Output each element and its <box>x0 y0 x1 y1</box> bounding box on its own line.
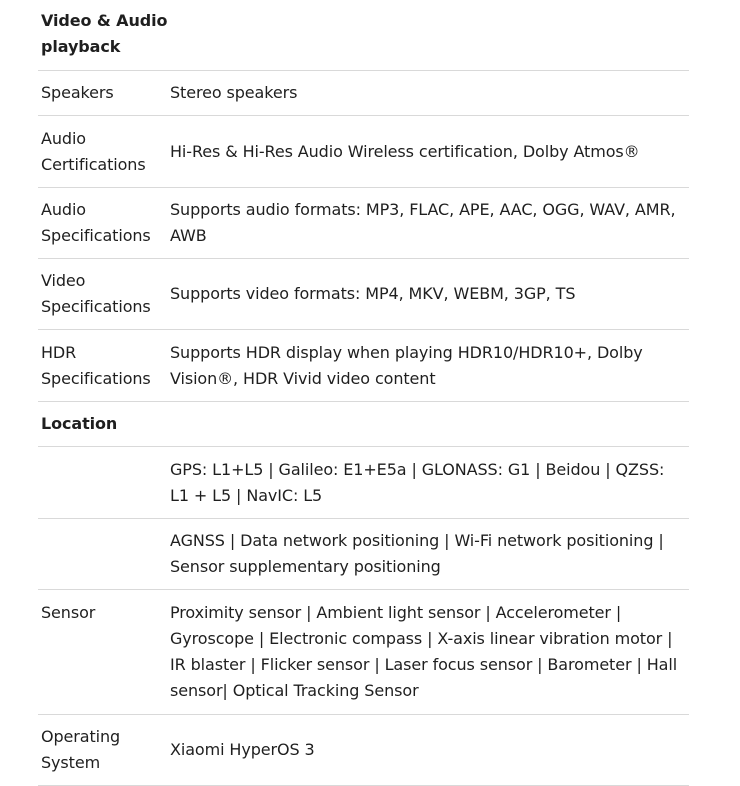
spec-table <box>38 0 689 786</box>
section-header-location <box>38 402 689 447</box>
spec-label: Video Specifications <box>41 271 151 316</box>
spec-value: Supports audio formats: MP3, FLAC, APE, AAC, OGG, WAV, AMR, AWB <box>170 200 676 245</box>
spec-row-hdr-specifications <box>38 330 689 402</box>
spec-row-audio-specifications <box>38 188 689 259</box>
spec-value: Xiaomi HyperOS 3 <box>170 740 315 759</box>
section-header-video-audio <box>38 0 689 71</box>
spec-label: Audio Specifications <box>41 200 151 245</box>
spec-value: Proximity sensor | Ambient light sensor | Accelerometer | Gyroscope | Electronic compass | X-axis linear vibration motor | IR blaster | Flicker sensor | Laser focus sensor | Barometer | Hall sensor| Optical Tracking Sensor <box>170 603 678 700</box>
spec-label: Operating System <box>41 727 121 772</box>
spec-value: Hi-Res & Hi-Res Audio Wireless certification, Dolby Atmos® <box>170 141 640 161</box>
spec-value: Supports HDR display when playing HDR10/HDR10+, Dolby Vision®, HDR Vivid video content <box>170 342 643 388</box>
spec-value: Stereo speakers <box>170 83 298 102</box>
spec-label: HDR Specifications <box>41 342 151 388</box>
section-title: Video & Audio playback <box>41 11 168 56</box>
spec-label: Speakers <box>41 83 114 102</box>
spec-row-speakers <box>38 71 689 116</box>
spec-row-sensor <box>38 590 689 715</box>
spec-row-positioning <box>38 519 689 590</box>
spec-value: AGNSS | Data network positioning | Wi-Fi network positioning | Sensor supplementary positioning <box>170 531 664 576</box>
spec-label: Audio Certifications <box>41 128 146 174</box>
spec-row-operating-system <box>38 715 689 786</box>
spec-value: GPS: L1+L5 | Galileo: E1+E5a | GLONASS: G1 | Beidou | QZSS: L1 + L5 | NavIC: L5 <box>170 459 665 505</box>
spec-label: Sensor <box>41 603 96 622</box>
spec-row-audio-certifications <box>38 116 689 188</box>
spec-row-gnss <box>38 447 689 519</box>
spec-row-video-specifications <box>38 259 689 330</box>
section-title: Location <box>41 414 118 433</box>
spec-value: Supports video formats: MP4, MKV, WEBM, 3GP, TS <box>170 284 576 303</box>
